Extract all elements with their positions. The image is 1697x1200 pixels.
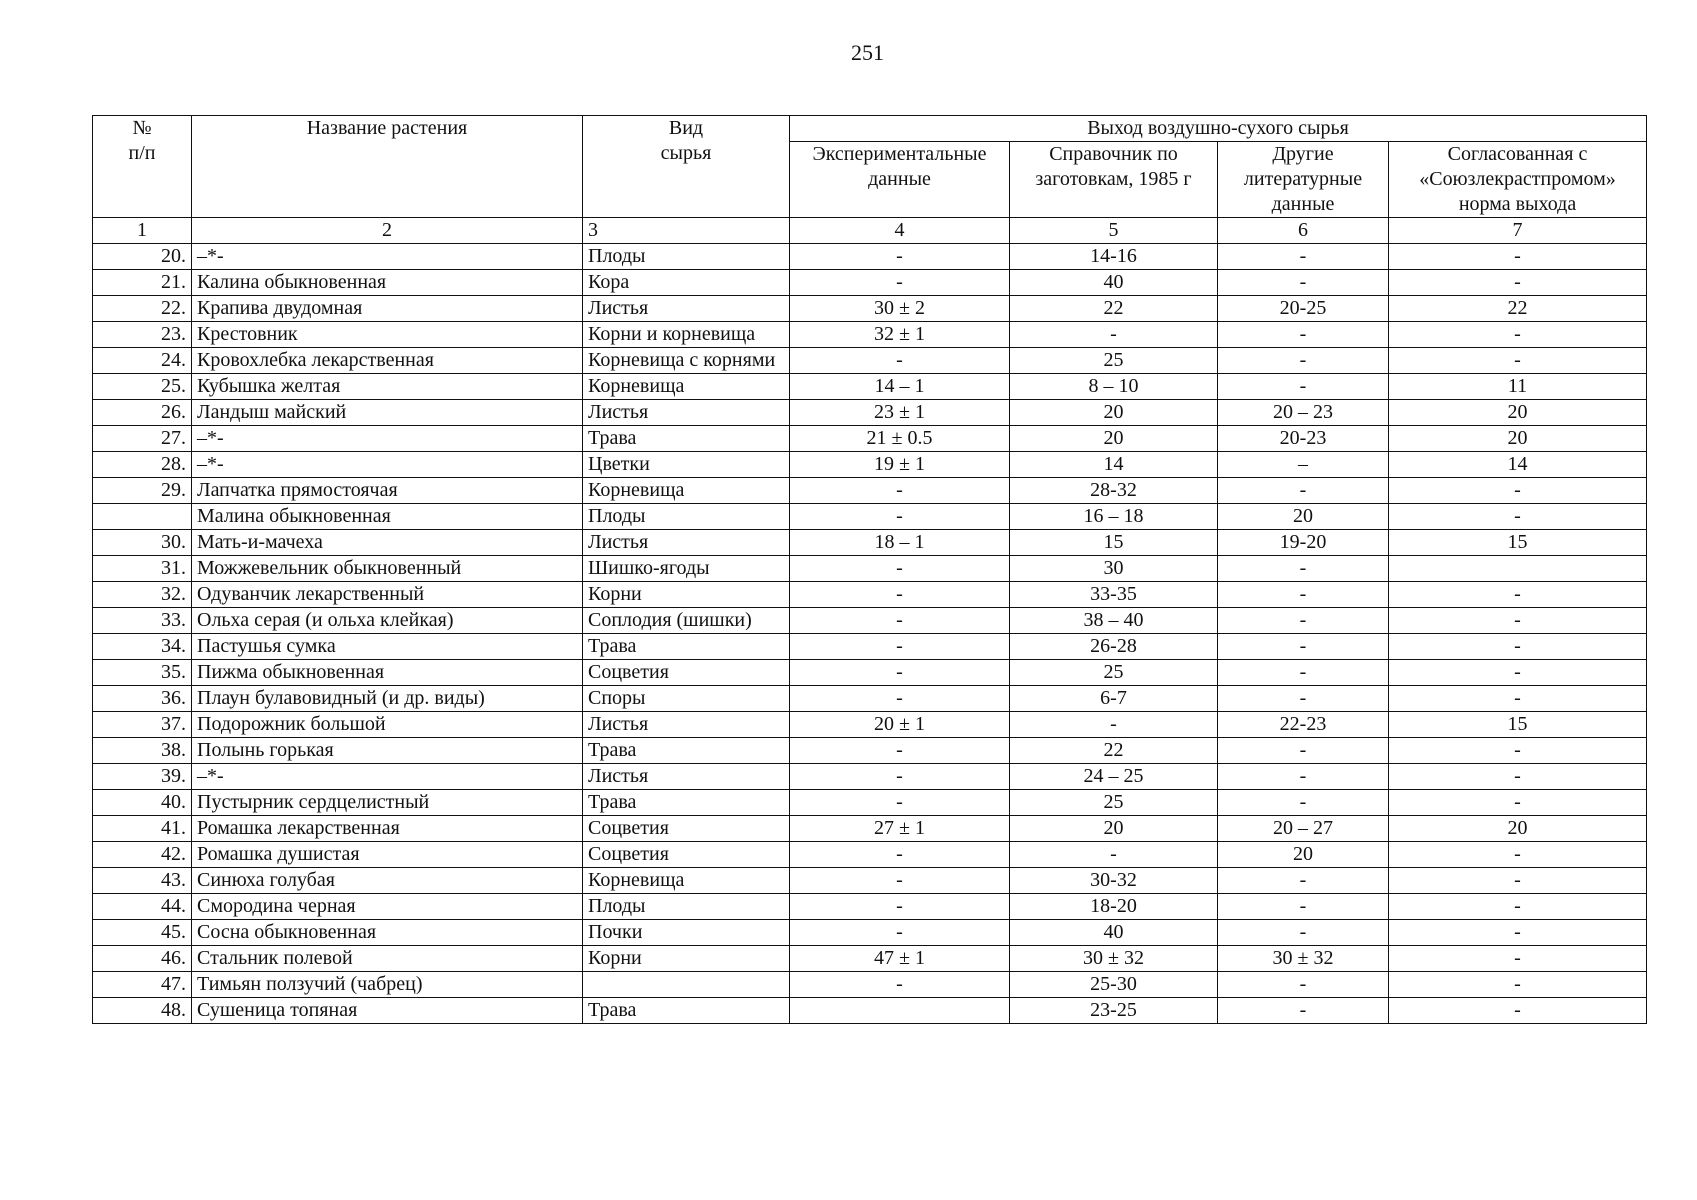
table-row (93, 894, 1647, 920)
raw-type: Кора (583, 270, 790, 296)
raw-type: Соцветия (583, 842, 790, 868)
table-row (93, 868, 1647, 894)
experimental-value: - (790, 842, 1010, 868)
norm-value: - (1389, 348, 1647, 374)
plant-name: Можжевельник обыкновенный (192, 556, 583, 582)
reference-value: 8 – 10 (1010, 374, 1218, 400)
experimental-value: - (790, 582, 1010, 608)
norm-value: - (1389, 998, 1647, 1024)
experimental-value: 21 ± 0.5 (790, 426, 1010, 452)
literature-value: - (1218, 582, 1389, 608)
row-number: 28. (93, 452, 192, 478)
row-number (93, 504, 192, 530)
col-number: 3 (583, 218, 790, 244)
norm-value: - (1389, 660, 1647, 686)
row-number: 43. (93, 868, 192, 894)
row-number: 37. (93, 712, 192, 738)
raw-type: Корни и корневища (583, 322, 790, 348)
literature-value: - (1218, 270, 1389, 296)
reference-value: 23-25 (1010, 998, 1218, 1024)
header-raw-type: Вид сырья (583, 116, 790, 218)
page-number: 251 (851, 40, 884, 65)
row-number: 20. (93, 244, 192, 270)
norm-value: - (1389, 920, 1647, 946)
literature-value: - (1218, 972, 1389, 998)
header-number: № п/п (93, 116, 192, 218)
plant-name: Крапива двудомная (192, 296, 583, 322)
literature-value: - (1218, 348, 1389, 374)
table-row (93, 946, 1647, 972)
plant-name: Ромашка лекарственная (192, 816, 583, 842)
table-row (93, 452, 1647, 478)
plant-name: Полынь горькая (192, 738, 583, 764)
literature-value: - (1218, 634, 1389, 660)
reference-value: - (1010, 322, 1218, 348)
plant-name: Плаун булавовидный (и др. виды) (192, 686, 583, 712)
table-row (93, 712, 1647, 738)
norm-value: - (1389, 894, 1647, 920)
reference-value: 38 – 40 (1010, 608, 1218, 634)
literature-value: - (1218, 790, 1389, 816)
row-number: 31. (93, 556, 192, 582)
row-number: 23. (93, 322, 192, 348)
literature-value: - (1218, 686, 1389, 712)
reference-value: 20 (1010, 400, 1218, 426)
norm-value: - (1389, 504, 1647, 530)
reference-value: 25 (1010, 660, 1218, 686)
literature-value: - (1218, 998, 1389, 1024)
experimental-value: - (790, 608, 1010, 634)
experimental-value: 14 – 1 (790, 374, 1010, 400)
experimental-value: - (790, 738, 1010, 764)
reference-value: 20 (1010, 816, 1218, 842)
table-row (93, 972, 1647, 998)
literature-value: - (1218, 660, 1389, 686)
norm-value: - (1389, 842, 1647, 868)
norm-value: - (1389, 582, 1647, 608)
header-experimental: Экспериментальные данные (790, 142, 1010, 218)
experimental-value: - (790, 972, 1010, 998)
header-row-1 (93, 116, 1647, 142)
row-number: 26. (93, 400, 192, 426)
table-row (93, 738, 1647, 764)
plant-name: Мать-и-мачеха (192, 530, 583, 556)
raw-type: Корневища (583, 868, 790, 894)
reference-value: 25-30 (1010, 972, 1218, 998)
norm-value: 15 (1389, 712, 1647, 738)
reference-value: 16 – 18 (1010, 504, 1218, 530)
row-number: 21. (93, 270, 192, 296)
col-number: 6 (1218, 218, 1389, 244)
raw-type: Трава (583, 738, 790, 764)
norm-value: - (1389, 478, 1647, 504)
literature-value: 20 – 27 (1218, 816, 1389, 842)
col-number: 2 (192, 218, 583, 244)
raw-material-yield-table (92, 115, 1647, 1024)
norm-value: 20 (1389, 400, 1647, 426)
table-row (93, 296, 1647, 322)
norm-value: - (1389, 764, 1647, 790)
literature-value: - (1218, 556, 1389, 582)
reference-value: 24 – 25 (1010, 764, 1218, 790)
plant-name: –*- (192, 426, 583, 452)
literature-value: - (1218, 374, 1389, 400)
plant-name: Подорожник большой (192, 712, 583, 738)
experimental-value: - (790, 504, 1010, 530)
reference-value: 20 (1010, 426, 1218, 452)
literature-value: - (1218, 322, 1389, 348)
experimental-value: - (790, 686, 1010, 712)
row-number: 38. (93, 738, 192, 764)
norm-value: 20 (1389, 816, 1647, 842)
experimental-value: - (790, 348, 1010, 374)
experimental-value: - (790, 920, 1010, 946)
reference-value: 40 (1010, 270, 1218, 296)
table-row (93, 270, 1647, 296)
table-row (93, 920, 1647, 946)
row-number: 29. (93, 478, 192, 504)
row-number: 33. (93, 608, 192, 634)
raw-type: Трава (583, 426, 790, 452)
raw-type: Корни (583, 946, 790, 972)
table-row (93, 790, 1647, 816)
table-row (93, 998, 1647, 1024)
literature-value: - (1218, 894, 1389, 920)
literature-value: 20 – 23 (1218, 400, 1389, 426)
norm-value: - (1389, 972, 1647, 998)
header-yield-group: Выход воздушно-сухого сырья (790, 116, 1647, 142)
table-row (93, 374, 1647, 400)
table-row (93, 816, 1647, 842)
table-row (93, 244, 1647, 270)
row-number: 42. (93, 842, 192, 868)
reference-value: 22 (1010, 738, 1218, 764)
row-number: 36. (93, 686, 192, 712)
plant-name: Стальник полевой (192, 946, 583, 972)
norm-value: - (1389, 322, 1647, 348)
row-number: 27. (93, 426, 192, 452)
plant-name: Смородина черная (192, 894, 583, 920)
experimental-value: 20 ± 1 (790, 712, 1010, 738)
raw-type: Корневища (583, 478, 790, 504)
raw-type: Листья (583, 712, 790, 738)
reference-value: - (1010, 842, 1218, 868)
table-row (93, 582, 1647, 608)
raw-type: Трава (583, 998, 790, 1024)
raw-type: Корневища с корнями (583, 348, 790, 374)
plant-name: Синюха голубая (192, 868, 583, 894)
table-row (93, 686, 1647, 712)
norm-value: - (1389, 244, 1647, 270)
norm-value: 11 (1389, 374, 1647, 400)
literature-value: 20 (1218, 504, 1389, 530)
experimental-value: - (790, 790, 1010, 816)
raw-type: Цветки (583, 452, 790, 478)
reference-value: 22 (1010, 296, 1218, 322)
plant-name: Кровохлебка лекарственная (192, 348, 583, 374)
plant-name: Ольха серая (и ольха клейкая) (192, 608, 583, 634)
experimental-value: - (790, 634, 1010, 660)
reference-value: 15 (1010, 530, 1218, 556)
experimental-value: 30 ± 2 (790, 296, 1010, 322)
experimental-value: 27 ± 1 (790, 816, 1010, 842)
raw-type: Листья (583, 764, 790, 790)
raw-type: Трава (583, 634, 790, 660)
raw-type: Листья (583, 400, 790, 426)
literature-value: 30 ± 32 (1218, 946, 1389, 972)
reference-value: 28-32 (1010, 478, 1218, 504)
norm-value: - (1389, 608, 1647, 634)
reference-value: 18-20 (1010, 894, 1218, 920)
table-row (93, 842, 1647, 868)
reference-value: 25 (1010, 348, 1218, 374)
raw-type (583, 972, 790, 998)
norm-value: - (1389, 946, 1647, 972)
plant-name: Крестовник (192, 322, 583, 348)
reference-value: 40 (1010, 920, 1218, 946)
reference-value: 33-35 (1010, 582, 1218, 608)
row-number: 22. (93, 296, 192, 322)
raw-type: Соцветия (583, 660, 790, 686)
reference-value: 14 (1010, 452, 1218, 478)
experimental-value: - (790, 894, 1010, 920)
row-number: 35. (93, 660, 192, 686)
norm-value: 22 (1389, 296, 1647, 322)
raw-type: Соцветия (583, 816, 790, 842)
plant-name: Пастушья сумка (192, 634, 583, 660)
raw-type: Плоды (583, 504, 790, 530)
raw-type: Шишко-ягоды (583, 556, 790, 582)
norm-value: - (1389, 790, 1647, 816)
col-number: 7 (1389, 218, 1647, 244)
experimental-value: - (790, 270, 1010, 296)
row-number: 48. (93, 998, 192, 1024)
reference-value: - (1010, 712, 1218, 738)
literature-value: - (1218, 920, 1389, 946)
literature-value: - (1218, 738, 1389, 764)
raw-type: Листья (583, 296, 790, 322)
experimental-value: - (790, 868, 1010, 894)
raw-type: Корневища (583, 374, 790, 400)
plant-name: Пустырник сердцелистный (192, 790, 583, 816)
plant-name: Тимьян ползучий (чабрец) (192, 972, 583, 998)
row-number: 45. (93, 920, 192, 946)
table-row (93, 400, 1647, 426)
norm-value: - (1389, 634, 1647, 660)
row-number: 34. (93, 634, 192, 660)
row-number: 39. (93, 764, 192, 790)
norm-value: 15 (1389, 530, 1647, 556)
experimental-value: 19 ± 1 (790, 452, 1010, 478)
table-row (93, 634, 1647, 660)
header-plant-name: Название растения (192, 116, 583, 218)
row-number: 32. (93, 582, 192, 608)
raw-type: Споры (583, 686, 790, 712)
raw-type: Плоды (583, 244, 790, 270)
header-other-literature: Другие литературные данные (1218, 142, 1389, 218)
table-row (93, 348, 1647, 374)
plant-name: Ромашка душистая (192, 842, 583, 868)
col-number: 1 (93, 218, 192, 244)
plant-name: –*- (192, 764, 583, 790)
literature-value: 20-23 (1218, 426, 1389, 452)
raw-type: Почки (583, 920, 790, 946)
reference-value: 14-16 (1010, 244, 1218, 270)
literature-value: 19-20 (1218, 530, 1389, 556)
reference-value: 30 (1010, 556, 1218, 582)
plant-name: Лапчатка прямостоячая (192, 478, 583, 504)
experimental-value: - (790, 556, 1010, 582)
raw-type: Плоды (583, 894, 790, 920)
row-number: 44. (93, 894, 192, 920)
row-number: 47. (93, 972, 192, 998)
reference-value: 26-28 (1010, 634, 1218, 660)
row-number: 25. (93, 374, 192, 400)
literature-value: - (1218, 764, 1389, 790)
experimental-value: - (790, 660, 1010, 686)
table-row (93, 764, 1647, 790)
plant-name: Ландыш майский (192, 400, 583, 426)
table-row (93, 478, 1647, 504)
plant-name: Сосна обыкновенная (192, 920, 583, 946)
norm-value: - (1389, 686, 1647, 712)
experimental-value: 18 – 1 (790, 530, 1010, 556)
table-row (93, 608, 1647, 634)
plant-name: –*- (192, 452, 583, 478)
plant-name: Одуванчик лекарственный (192, 582, 583, 608)
table-row (93, 322, 1647, 348)
plant-name: Малина обыкновенная (192, 504, 583, 530)
norm-value (1389, 556, 1647, 582)
reference-value: 25 (1010, 790, 1218, 816)
header-reference-1985: Справочник по заготовкам, 1985 г (1010, 142, 1218, 218)
column-number-row (93, 218, 1647, 244)
plant-name: –*- (192, 244, 583, 270)
row-number: 41. (93, 816, 192, 842)
row-number: 24. (93, 348, 192, 374)
norm-value: - (1389, 738, 1647, 764)
reference-value: 30 ± 32 (1010, 946, 1218, 972)
table-row (93, 504, 1647, 530)
row-number: 46. (93, 946, 192, 972)
experimental-value: 47 ± 1 (790, 946, 1010, 972)
row-number: 40. (93, 790, 192, 816)
reference-value: 30-32 (1010, 868, 1218, 894)
literature-value: - (1218, 244, 1389, 270)
experimental-value: - (790, 764, 1010, 790)
table-row (93, 556, 1647, 582)
row-number: 30. (93, 530, 192, 556)
norm-value: - (1389, 868, 1647, 894)
reference-value: 6-7 (1010, 686, 1218, 712)
experimental-value: 32 ± 1 (790, 322, 1010, 348)
plant-name: Пижма обыкновенная (192, 660, 583, 686)
experimental-value: - (790, 244, 1010, 270)
raw-type: Трава (583, 790, 790, 816)
literature-value: 20-25 (1218, 296, 1389, 322)
table-row (93, 530, 1647, 556)
norm-value: 20 (1389, 426, 1647, 452)
raw-type: Корни (583, 582, 790, 608)
literature-value: - (1218, 608, 1389, 634)
literature-value: 20 (1218, 842, 1389, 868)
header-agreed-norm: Согласованная с «Союзлекрастпромом» норма выхода (1389, 142, 1647, 218)
plant-name: Сушеница топяная (192, 998, 583, 1024)
norm-value: - (1389, 270, 1647, 296)
raw-type: Листья (583, 530, 790, 556)
literature-value: 22-23 (1218, 712, 1389, 738)
experimental-value: 23 ± 1 (790, 400, 1010, 426)
col-number: 5 (1010, 218, 1218, 244)
raw-type: Соплодия (шишки) (583, 608, 790, 634)
col-number: 4 (790, 218, 1010, 244)
plant-name: Калина обыкновенная (192, 270, 583, 296)
literature-value: - (1218, 868, 1389, 894)
norm-value: 14 (1389, 452, 1647, 478)
table-row (93, 660, 1647, 686)
table-row (93, 426, 1647, 452)
experimental-value: - (790, 478, 1010, 504)
plant-name: Кубышка желтая (192, 374, 583, 400)
experimental-value (790, 998, 1010, 1024)
literature-value: - (1218, 478, 1389, 504)
table-body (93, 116, 1647, 1024)
literature-value: – (1218, 452, 1389, 478)
